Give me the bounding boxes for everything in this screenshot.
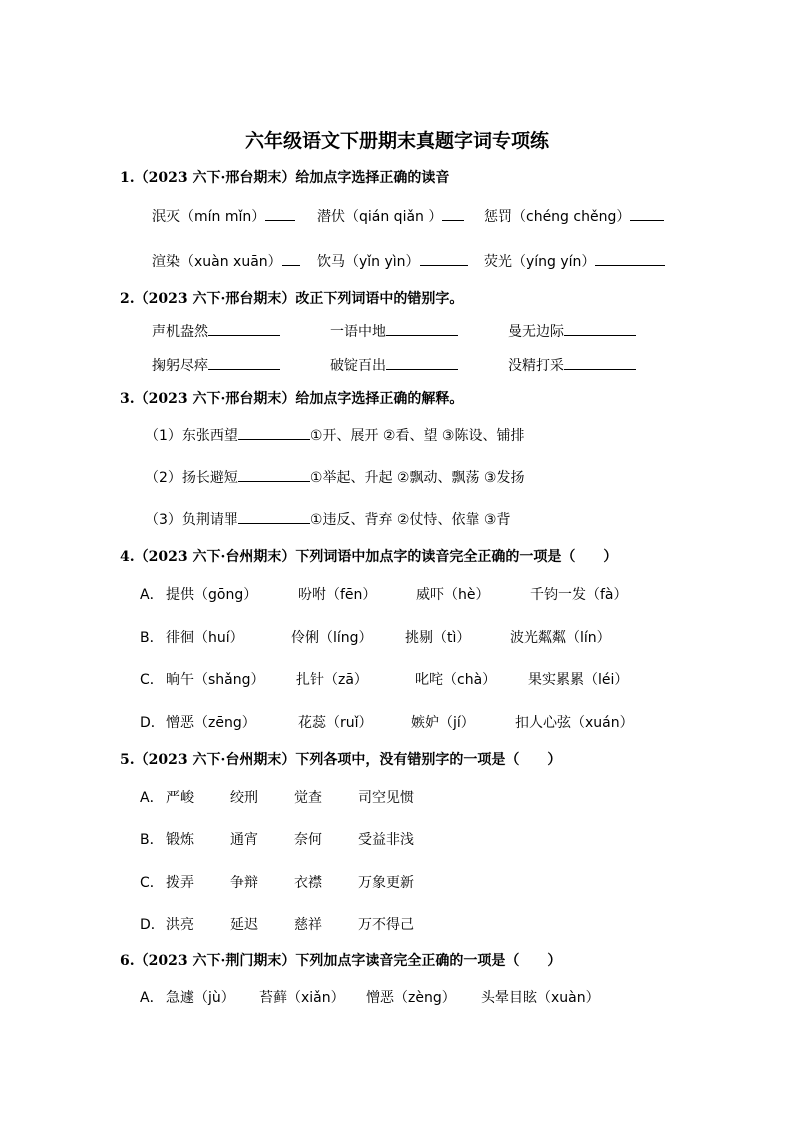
option-letter[interactable]: A． — [140, 990, 164, 1006]
q1-item: 泯灭（mín mǐn） — [152, 206, 295, 226]
option-word: 晌午（shǎng） — [166, 672, 265, 688]
option-word: 花蕊（ruǐ） — [298, 715, 373, 731]
option-word: 叱咤（chà） — [415, 672, 497, 688]
option-word: 受益非浅 — [358, 832, 414, 848]
option-word: 觉查 — [294, 790, 322, 806]
q1-item: 惩罚（chéng chěng） — [484, 206, 664, 226]
option-word: 洪亮 — [166, 917, 194, 933]
option-word: 憎恶（zēng） — [166, 715, 256, 731]
option-word: 司空见惯 — [358, 790, 414, 806]
option-word: 提供（gōng） — [166, 587, 258, 603]
q1-item: 荧光（yíng yín） — [484, 251, 665, 271]
answer-blank[interactable] — [442, 206, 464, 221]
option-word: 苔藓（xiǎn） — [259, 990, 345, 1006]
option-letter[interactable]: C． — [140, 875, 164, 891]
page-title: 六年级语文下册期末真题字词专项练 — [244, 130, 549, 152]
q2-item: 破锭百出 — [330, 355, 458, 375]
q1-item: 渲染（xuàn xuān） — [152, 251, 300, 271]
answer-blank[interactable] — [265, 206, 295, 221]
option-letter[interactable]: B． — [140, 630, 164, 646]
answer-blank[interactable] — [282, 251, 300, 266]
option-word: 绞刑 — [230, 790, 258, 806]
option-letter[interactable]: B． — [140, 832, 164, 848]
option-letter[interactable]: A． — [140, 790, 164, 806]
option-word: 争辩 — [230, 875, 258, 891]
answer-blank[interactable] — [564, 321, 636, 336]
option-word: 嫉妒（jí） — [411, 715, 475, 731]
option-word: 憎恶（zèng） — [366, 990, 456, 1006]
option-word: 拨弄 — [166, 875, 194, 891]
answer-blank[interactable] — [238, 509, 310, 524]
q2-item: 曼无边际 — [508, 321, 636, 341]
answer-blank[interactable] — [386, 321, 458, 336]
answer-blank[interactable] — [208, 321, 280, 336]
option-letter[interactable]: C． — [140, 672, 164, 688]
question-5-heading: 5.（2023 六下·台州期末）下列各项中，没有错别字的一项是（ ） — [120, 752, 562, 768]
option-word: 延迟 — [230, 917, 258, 933]
q3-item: （1）东张西望 ①开、展开 ②看、望 ③陈设、铺排 — [145, 425, 524, 445]
answer-blank[interactable] — [630, 206, 664, 221]
option-word: 徘徊（huí） — [166, 630, 244, 646]
option-word: 奈何 — [294, 832, 322, 848]
q3-item: （3）负荆请罪 ①违反、背弃 ②仗恃、依靠 ③背 — [145, 509, 510, 529]
option-word: 锻炼 — [166, 832, 194, 848]
answer-blank[interactable] — [208, 355, 280, 370]
answer-blank[interactable] — [238, 467, 310, 482]
q2-item: 声机盎然 — [152, 321, 280, 341]
option-word: 通宵 — [230, 832, 258, 848]
option-word: 威吓（hè） — [416, 587, 490, 603]
answer-blank[interactable] — [386, 355, 458, 370]
option-word: 扣人心弦（xuán） — [515, 715, 634, 731]
question-6-heading: 6.（2023 六下·荆门期末）下列加点字读音完全正确的一项是（ ） — [120, 953, 562, 969]
option-word: 果实累累（léi） — [528, 672, 629, 688]
answer-blank[interactable] — [420, 251, 468, 266]
option-letter[interactable]: D． — [140, 917, 165, 933]
q2-item: 没精打采 — [508, 355, 636, 375]
question-4-heading: 4.（2023 六下·台州期末）下列词语中加点字的读音完全正确的一项是（ ） — [120, 549, 618, 565]
q1-item: 饮马（yǐn yìn） — [317, 251, 468, 271]
q3-item: （2）扬长避短 ①举起、升起 ②飘动、飘荡 ③发扬 — [145, 467, 524, 487]
q2-item: 掬躬尽瘁 — [152, 355, 280, 375]
question-3-heading: 3.（2023 六下·邢台期末）给加点字选择正确的解释。 — [120, 391, 464, 407]
option-word: 吩咐（fēn） — [298, 587, 377, 603]
option-word: 扎针（zā） — [296, 672, 368, 688]
option-word: 严峻 — [166, 790, 194, 806]
option-word: 头晕目眩（xuàn） — [481, 990, 600, 1006]
option-word: 挑剔（tì） — [405, 630, 471, 646]
answer-blank[interactable] — [238, 425, 310, 440]
q2-item: 一语中地 — [330, 321, 458, 341]
question-1-heading: 1.（2023 六下·邢台期末）给加点字选择正确的读音 — [120, 170, 450, 186]
option-letter[interactable]: A． — [140, 587, 164, 603]
option-word: 慈祥 — [294, 917, 322, 933]
q1-item: 潜伏（qián qiǎn ） — [317, 206, 464, 226]
answer-blank[interactable] — [595, 251, 665, 266]
option-word: 万不得己 — [358, 917, 414, 933]
option-word: 波光粼粼（lín） — [510, 630, 611, 646]
option-word: 伶俐（líng） — [291, 630, 373, 646]
option-word: 千钧一发（fà） — [530, 587, 628, 603]
option-letter[interactable]: D． — [140, 715, 165, 731]
option-word: 万象更新 — [358, 875, 414, 891]
option-word: 急遽（jù） — [166, 990, 235, 1006]
option-word: 衣襟 — [294, 875, 322, 891]
question-2-heading: 2.（2023 六下·邢台期末）改正下列词语中的错别字。 — [120, 291, 464, 307]
answer-blank[interactable] — [564, 355, 636, 370]
